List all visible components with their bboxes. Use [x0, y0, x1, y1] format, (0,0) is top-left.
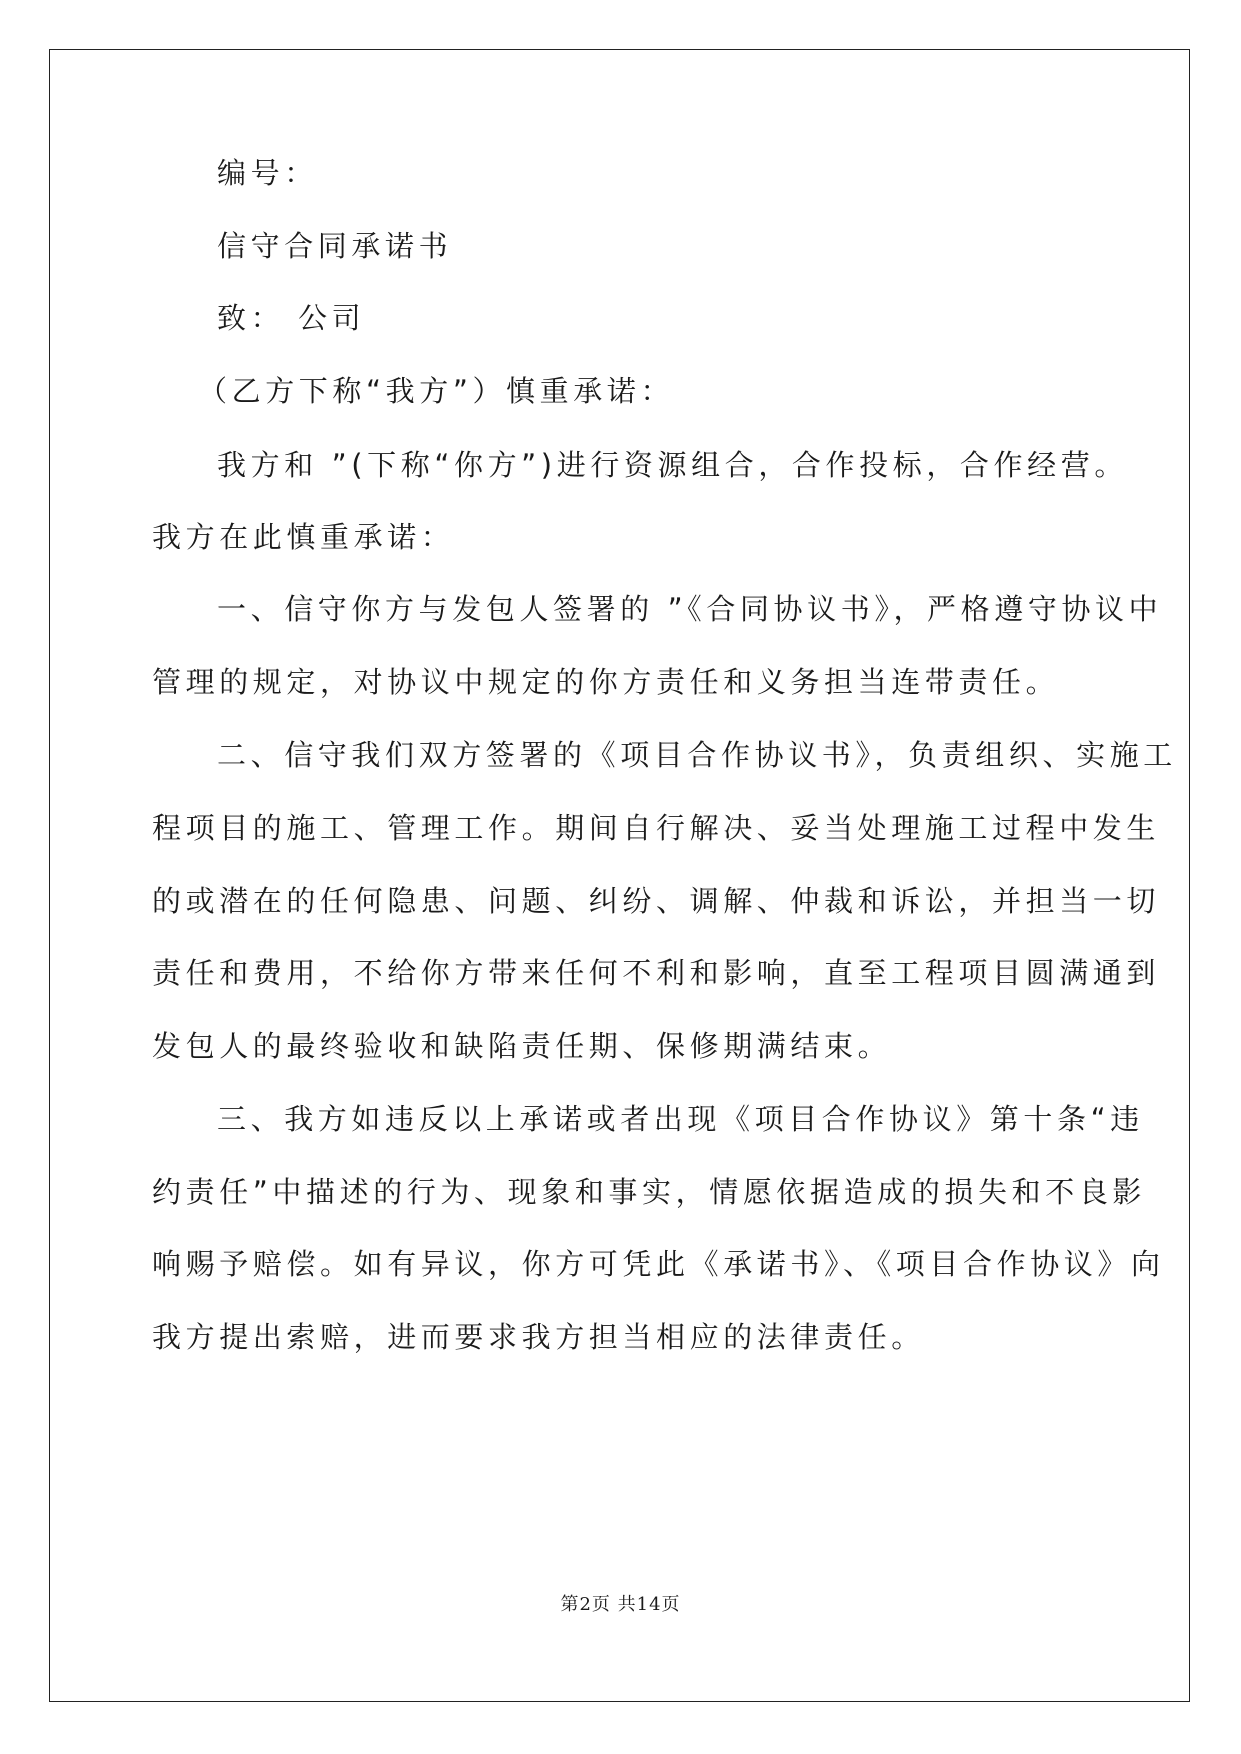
- page-border: [49, 49, 1190, 1702]
- paragraph-3-line-5: 发包人的最终验收和缺陷责任期、保修期满结束。: [152, 1029, 892, 1063]
- paragraph-4-line-3: 响赐予赔偿。如有异议，你方可凭此《承诺书》、《项目合作协议》向: [152, 1247, 1165, 1281]
- paragraph-2-line-2: 管理的规定，对协议中规定的你方责任和义务担当连带责任。: [152, 665, 1060, 699]
- paragraph-2-line-1: 一、信守你方与发包人签署的 ”《合同协议书》，严格遵守协议中: [217, 592, 1163, 626]
- paragraph-3-line-3: 的或潜在的任何隐患、问题、纠纷、调解、仲裁和诉讼，并担当一切: [152, 884, 1161, 918]
- paragraph-4-line-4: 我方提出索赔，进而要求我方担当相应的法律责任。: [152, 1320, 925, 1354]
- paragraph-3-line-2: 程项目的施工、管理工作。期间自行解决、妥当处理施工过程中发生: [152, 811, 1161, 845]
- paragraph-3-line-4: 责任和费用，不给你方带来任何不利和影响，直至工程项目圆满通到: [152, 956, 1161, 990]
- paragraph-3-line-1: 二、信守我们双方签署的《项目合作协议书》，负责组织、实施工: [217, 738, 1177, 772]
- paragraph-1-line-2: 我方在此慎重承诺：: [152, 520, 455, 554]
- paragraph-4-line-2: 约责任”中描述的行为、现象和事实，情愿依据造成的损失和不良影: [152, 1175, 1147, 1209]
- page-number: 第2页 共14页: [560, 1594, 681, 1615]
- paragraph-4-line-1: 三、我方如违反以上承诺或者出现《项目合作协议》第十条“违: [217, 1102, 1144, 1136]
- document-number-label: 编号：: [217, 156, 318, 190]
- document-title: 信守合同承诺书: [217, 229, 453, 263]
- recipient-line: 致： 公司: [217, 301, 366, 335]
- paragraph-1-line-1: 我方和 ”(下称“你方”)进行资源组合，合作投标，合作经营。: [217, 448, 1128, 482]
- party-statement: （乙方下称“我方”）慎重承诺：: [198, 374, 675, 408]
